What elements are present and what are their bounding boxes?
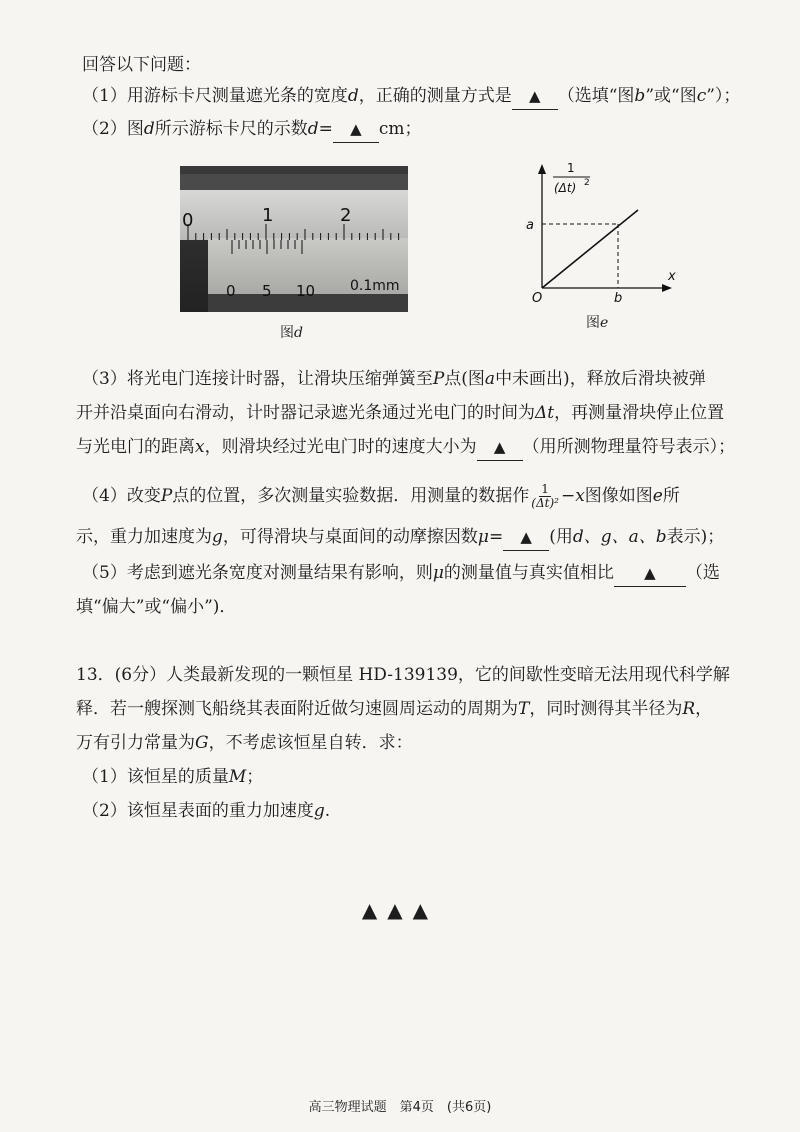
q1-text-c: （选填“图 (557, 86, 635, 106)
q13-text-2b: ，同时测得其半径为 (529, 699, 683, 719)
q2-var-d: d (307, 119, 319, 139)
origin-label: O (532, 291, 543, 306)
graph-1-over-dt2-vs-x (520, 158, 680, 308)
blank-marker: ▲ (528, 87, 541, 105)
main-scale-label-1: 1 (262, 205, 274, 226)
q13-sub1-text: （1）该恒星的质量 (82, 767, 229, 787)
q4-frac-den: (Δt)² (531, 496, 559, 510)
q13-text-2c: ， (695, 699, 713, 719)
q5-text-1b: 的测量值与真实值相比 (443, 563, 614, 583)
question-13-line-3 (76, 730, 413, 756)
q3-var-dt: Δt (535, 403, 555, 423)
question-3-line-3 (76, 434, 735, 461)
question-1 (82, 83, 740, 110)
x-axis-arrow (662, 284, 672, 292)
q4-vars: d、g、a、b (572, 527, 667, 547)
data-line (542, 210, 638, 288)
y-axis-arrow (538, 164, 546, 174)
q4-text-1e: 所 (662, 486, 680, 506)
question-2 (82, 116, 422, 143)
question-4-line-1 (82, 480, 680, 512)
q2-unit: cm； (378, 119, 422, 139)
y-label-exp: 2 (584, 178, 590, 188)
q3-text-3b: ，则滑块经过光电门时的速度大小为 (204, 437, 477, 457)
q4-text-1d: 图像如图 (584, 486, 653, 506)
q4-fraction (531, 483, 559, 510)
question-13-sub-2 (82, 798, 330, 824)
q2-answer-blank[interactable] (333, 116, 379, 143)
fig-e-caption-var: e (600, 315, 609, 331)
q4-answer-blank[interactable] (503, 524, 549, 551)
q3-text-3c: （用所测物理量符号表示）； (522, 437, 736, 457)
q4-minus: − (560, 486, 576, 506)
blank-marker: ▲ (644, 564, 656, 582)
q4-fig-e: e (652, 486, 663, 506)
y-label-num: 1 (567, 161, 575, 175)
question-4-line-2 (76, 524, 724, 551)
q13-var-T: T (518, 699, 530, 719)
q4-var-P: P (160, 486, 173, 506)
fig-e-caption-text: 图 (586, 315, 600, 331)
q3-fig-a: a (484, 369, 496, 389)
q1-text-b: ，正确的测量方式是 (358, 86, 512, 106)
q4-text-2b: ，可得滑块与桌面间的动摩擦因数 (222, 527, 478, 547)
caliper-photo (180, 166, 408, 312)
vernier-label-5: 5 (262, 282, 272, 300)
vernier-label-0: 0 (226, 282, 236, 300)
q13-var-g: g (313, 801, 325, 821)
q4-var-x: x (575, 486, 585, 506)
q3-text-1c: 中未画出)，释放后滑块被弹 (495, 369, 706, 389)
q4-text-2d: (用 (549, 527, 573, 547)
q13-text-2: 释．若一艘探测飞船绕其表面附近做匀速圆周运动的周期为 (76, 699, 518, 719)
q13-var-M: M (228, 767, 247, 787)
main-scale-label-0: 0 (182, 210, 194, 231)
vernier-label-10: 10 (296, 282, 316, 300)
main-scale-bar (180, 190, 408, 240)
main-scale-label-2: 2 (340, 205, 352, 226)
question-13-line-2 (76, 696, 712, 722)
blank-marker: ▲ (350, 120, 362, 138)
q13-sub1-end: ； (246, 767, 264, 787)
q3-answer-blank[interactable] (477, 434, 523, 461)
fig-d-caption (280, 322, 303, 342)
q1-text-d: ”或“图 (645, 86, 697, 106)
question-3-line-2 (76, 400, 724, 426)
q3-var-x: x (195, 437, 205, 457)
fig-e-caption (586, 312, 608, 332)
q2-fig-d: d (143, 119, 155, 139)
q2-equals: = (318, 119, 333, 139)
q2-text-b: 所示游标卡尺的示数 (154, 119, 308, 139)
blank-marker: ▲ (520, 528, 532, 546)
page-footer: 高三物理试题 第4页 (共6页) (308, 1100, 492, 1115)
fig-d-caption-text: 图 (280, 325, 294, 341)
q4-text-2e: 表示)； (666, 527, 725, 547)
q3-text-1: （3）将光电门连接计时器，让滑块压缩弹簧至 (82, 369, 433, 389)
q1-fig-b: b (634, 86, 646, 106)
q4-var-g: g (212, 527, 223, 547)
question-5-line-1 (82, 560, 720, 587)
q4-var-mu: μ (477, 527, 489, 547)
q13-text-3b: ，不考虑该恒星自转．求： (208, 733, 413, 753)
q4-equals: = (488, 527, 504, 547)
fig-d-caption-var: d (294, 325, 303, 341)
q1-var-d: d (347, 86, 359, 106)
q13-sub2-end: . (324, 801, 331, 821)
question-13-line-1: 13．(6分）人类最新发现的一颗恒星 HD-139139，它的间歇性变暗无法用现代科学解 (76, 665, 730, 685)
question-5-line-2: 填“偏大”或“偏小”)． (76, 597, 237, 617)
q5-text-1: （5）考虑到遮光条宽度对测量结果有影响，则 (82, 563, 433, 583)
question-3-line-1 (82, 366, 706, 392)
q13-var-R: R (682, 699, 696, 719)
q1-fig-c: c (696, 86, 707, 106)
q1-answer-blank[interactable] (512, 83, 558, 110)
q2-text-a: （2）图 (82, 119, 144, 139)
q3-text-2: 开并沿桌面向右滑动，计时器记录遮光条通过光电门的时间为 (76, 403, 535, 423)
q5-text-1c: （选 (685, 563, 720, 583)
q13-var-G: G (195, 733, 209, 753)
q4-frac-num: 1 (541, 482, 549, 496)
q5-var-mu: μ (432, 563, 444, 583)
b-label: b (614, 291, 623, 306)
q1-text-e: ”）； (706, 86, 741, 106)
q4-text-1: （4）改变 (82, 486, 161, 506)
a-label: a (526, 218, 534, 233)
x-axis-label: x (668, 269, 676, 284)
q13-sub2-text: （2）该恒星表面的重力加速度 (82, 801, 314, 821)
q3-var-P: P (432, 369, 445, 389)
q3-text-3: 与光电门的距离 (76, 437, 195, 457)
q5-answer-blank[interactable] (614, 560, 686, 587)
q4-text-2: 示，重力加速度为 (76, 527, 212, 547)
precision-label: 0.1mm (350, 278, 400, 294)
question-13-sub-1 (82, 764, 263, 790)
q13-text-3: 万有引力常量为 (76, 733, 195, 753)
q3-text-2b: ，再测量滑块停止位置 (554, 403, 725, 423)
y-label-den: (Δt) (554, 181, 577, 195)
end-markers: ▲▲▲ (361, 898, 439, 922)
q1-text-a: （1）用游标卡尺测量遮光条的宽度 (82, 86, 348, 106)
intro-text: 回答以下问题： (82, 55, 201, 75)
q4-text-1b: 点的位置，多次测量实验数据．用测量的数据作 (172, 486, 530, 506)
q3-text-1b: 点(图 (444, 369, 485, 389)
blank-marker: ▲ (493, 438, 506, 456)
